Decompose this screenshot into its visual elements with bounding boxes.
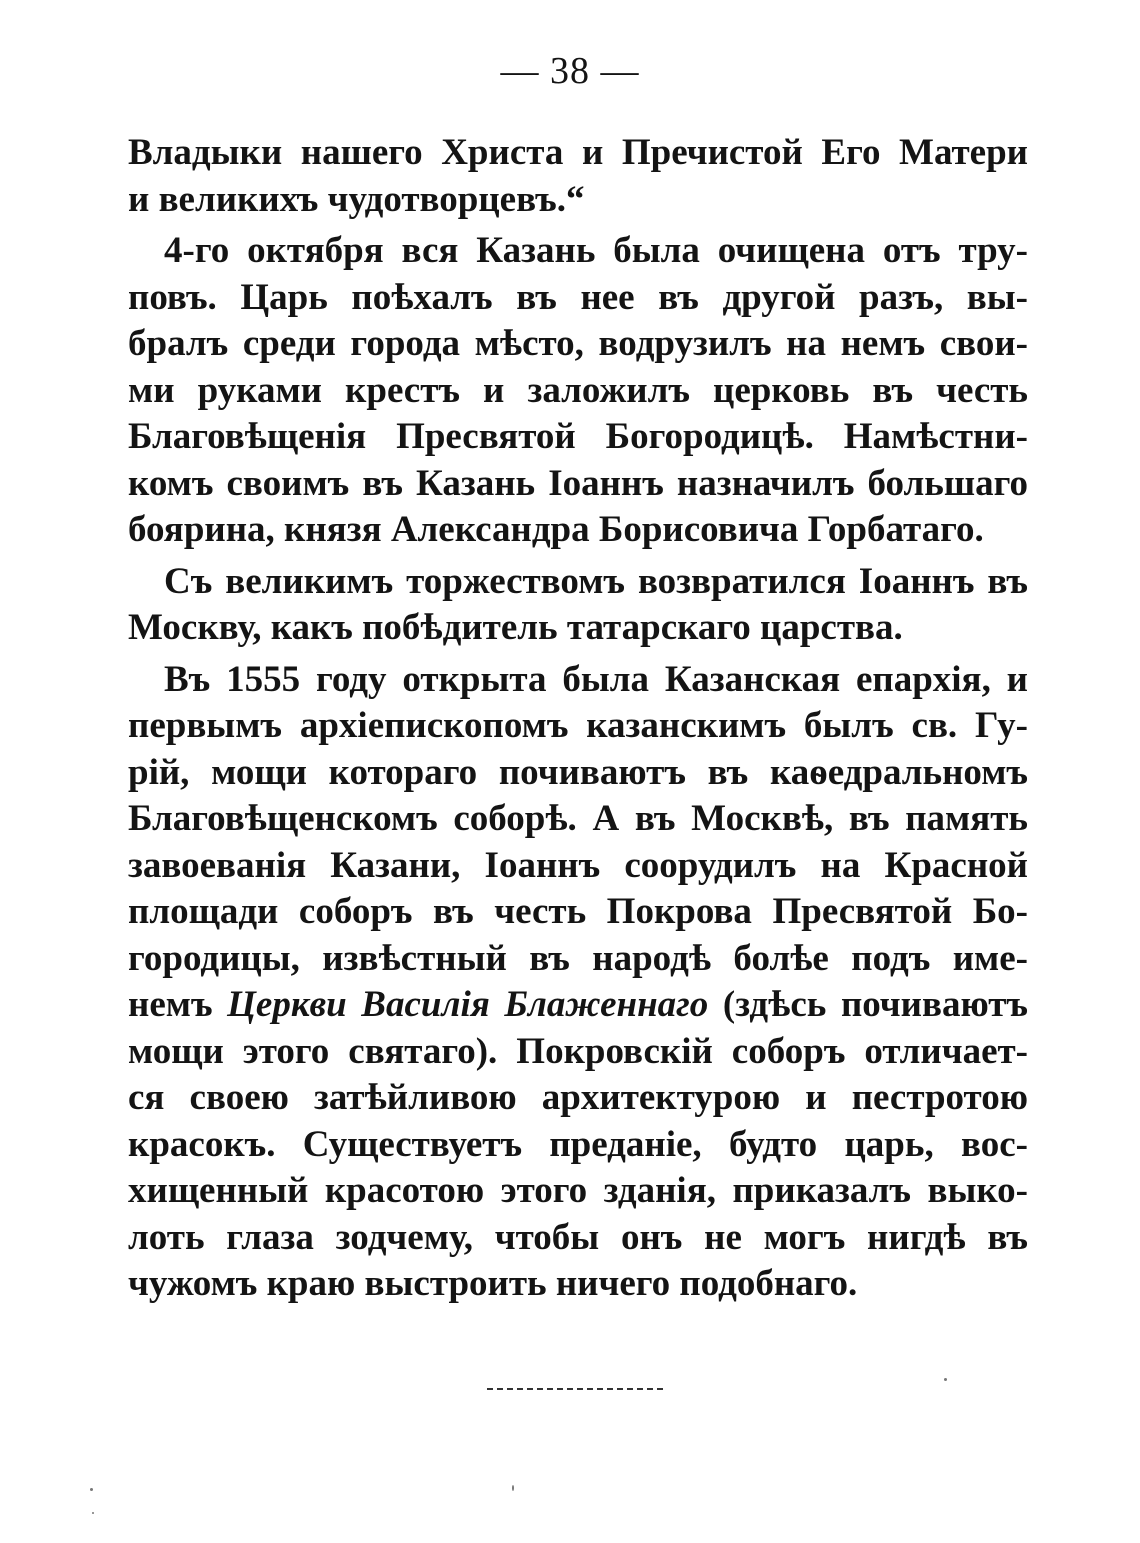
page-number: — 38 — <box>500 50 640 92</box>
text-line: рій, мощи котораго почиваютъ въ каѳедральномъ <box>128 751 1028 793</box>
text-span: немъ <box>128 984 228 1025</box>
text-line: Благовѣщенскомъ соборѣ. А въ Москвѣ, въ память <box>128 798 1028 839</box>
paragraph <box>128 228 1028 554</box>
italic-church-name: Церкви Василія Блаженнаго <box>227 984 709 1025</box>
text-line: завоеванія Казани, Іоаннъ соорудилъ на Красной <box>128 844 1028 886</box>
text-line: Съ великимъ торжествомъ возвратился Іоаннъ въ <box>164 560 1028 602</box>
print-speck <box>92 1512 94 1514</box>
text-line: чужомъ краю выстроить ничего подобнаго. <box>128 1263 858 1304</box>
paragraph <box>128 559 1028 652</box>
text-line: 4-го октября вся Казань была очищена отъ тру- <box>164 230 1028 271</box>
text-line: хищенный красотою этого зданія, приказалъ выко- <box>128 1170 1028 1211</box>
text-line-with-italic <box>128 982 1028 1029</box>
text-line: лоть глаза зодчему, чтобы онъ не могъ нигдѣ въ <box>128 1216 1028 1258</box>
text-line: повъ. Царь поѣхалъ въ нее въ другой разъ, вы- <box>128 276 1028 318</box>
text-line: первымъ архіепископомъ казанскимъ былъ св. Гу- <box>128 705 1028 746</box>
body-text <box>128 130 1028 1308</box>
print-speck <box>944 1378 947 1381</box>
text-line: ся своею затѣйливою архитектурою и пестротою <box>128 1077 1028 1118</box>
text-line: мощи этого святаго). Покровскій соборъ отличает- <box>128 1030 1028 1072</box>
text-span: (здѣсь почиваютъ <box>708 984 1029 1025</box>
text-line: и великихъ чудотворцевъ.“ <box>128 178 585 220</box>
end-separator-rule <box>487 1388 663 1390</box>
text-line: Владыки нашего Христа и Пречистой Его Матери <box>128 132 1028 173</box>
print-speck <box>90 1488 93 1491</box>
text-line: боярина, князя Александра Борисовича Горбатаго. <box>128 509 984 550</box>
text-line: бралъ среди города мѣсто, водрузилъ на немъ свои- <box>128 323 1028 364</box>
text-line: городицы, извѣстный въ народѣ болѣе подъ име- <box>128 937 1028 979</box>
text-line: Въ 1555 году открыта была Казанская епархія, и <box>164 658 1028 700</box>
text-line: красокъ. Существуетъ преданіе, будто царь, вос- <box>128 1123 1028 1165</box>
print-speck <box>512 1485 514 1491</box>
paragraph <box>128 657 1028 1308</box>
text-line: Благовѣщенія Пресвятой Богородицѣ. Намѣстни- <box>128 416 1028 457</box>
text-line: ми руками крестъ и заложилъ церковь въ честь <box>128 369 1028 411</box>
text-line: Москву, какъ побѣдитель татарскаго царства. <box>128 607 903 648</box>
text-line: комъ своимъ въ Казань Іоаннъ назначилъ большаго <box>128 462 1028 504</box>
paragraph <box>128 130 1028 223</box>
text-line: площади соборъ въ честь Покрова Пресвятой Бо- <box>128 891 1028 932</box>
